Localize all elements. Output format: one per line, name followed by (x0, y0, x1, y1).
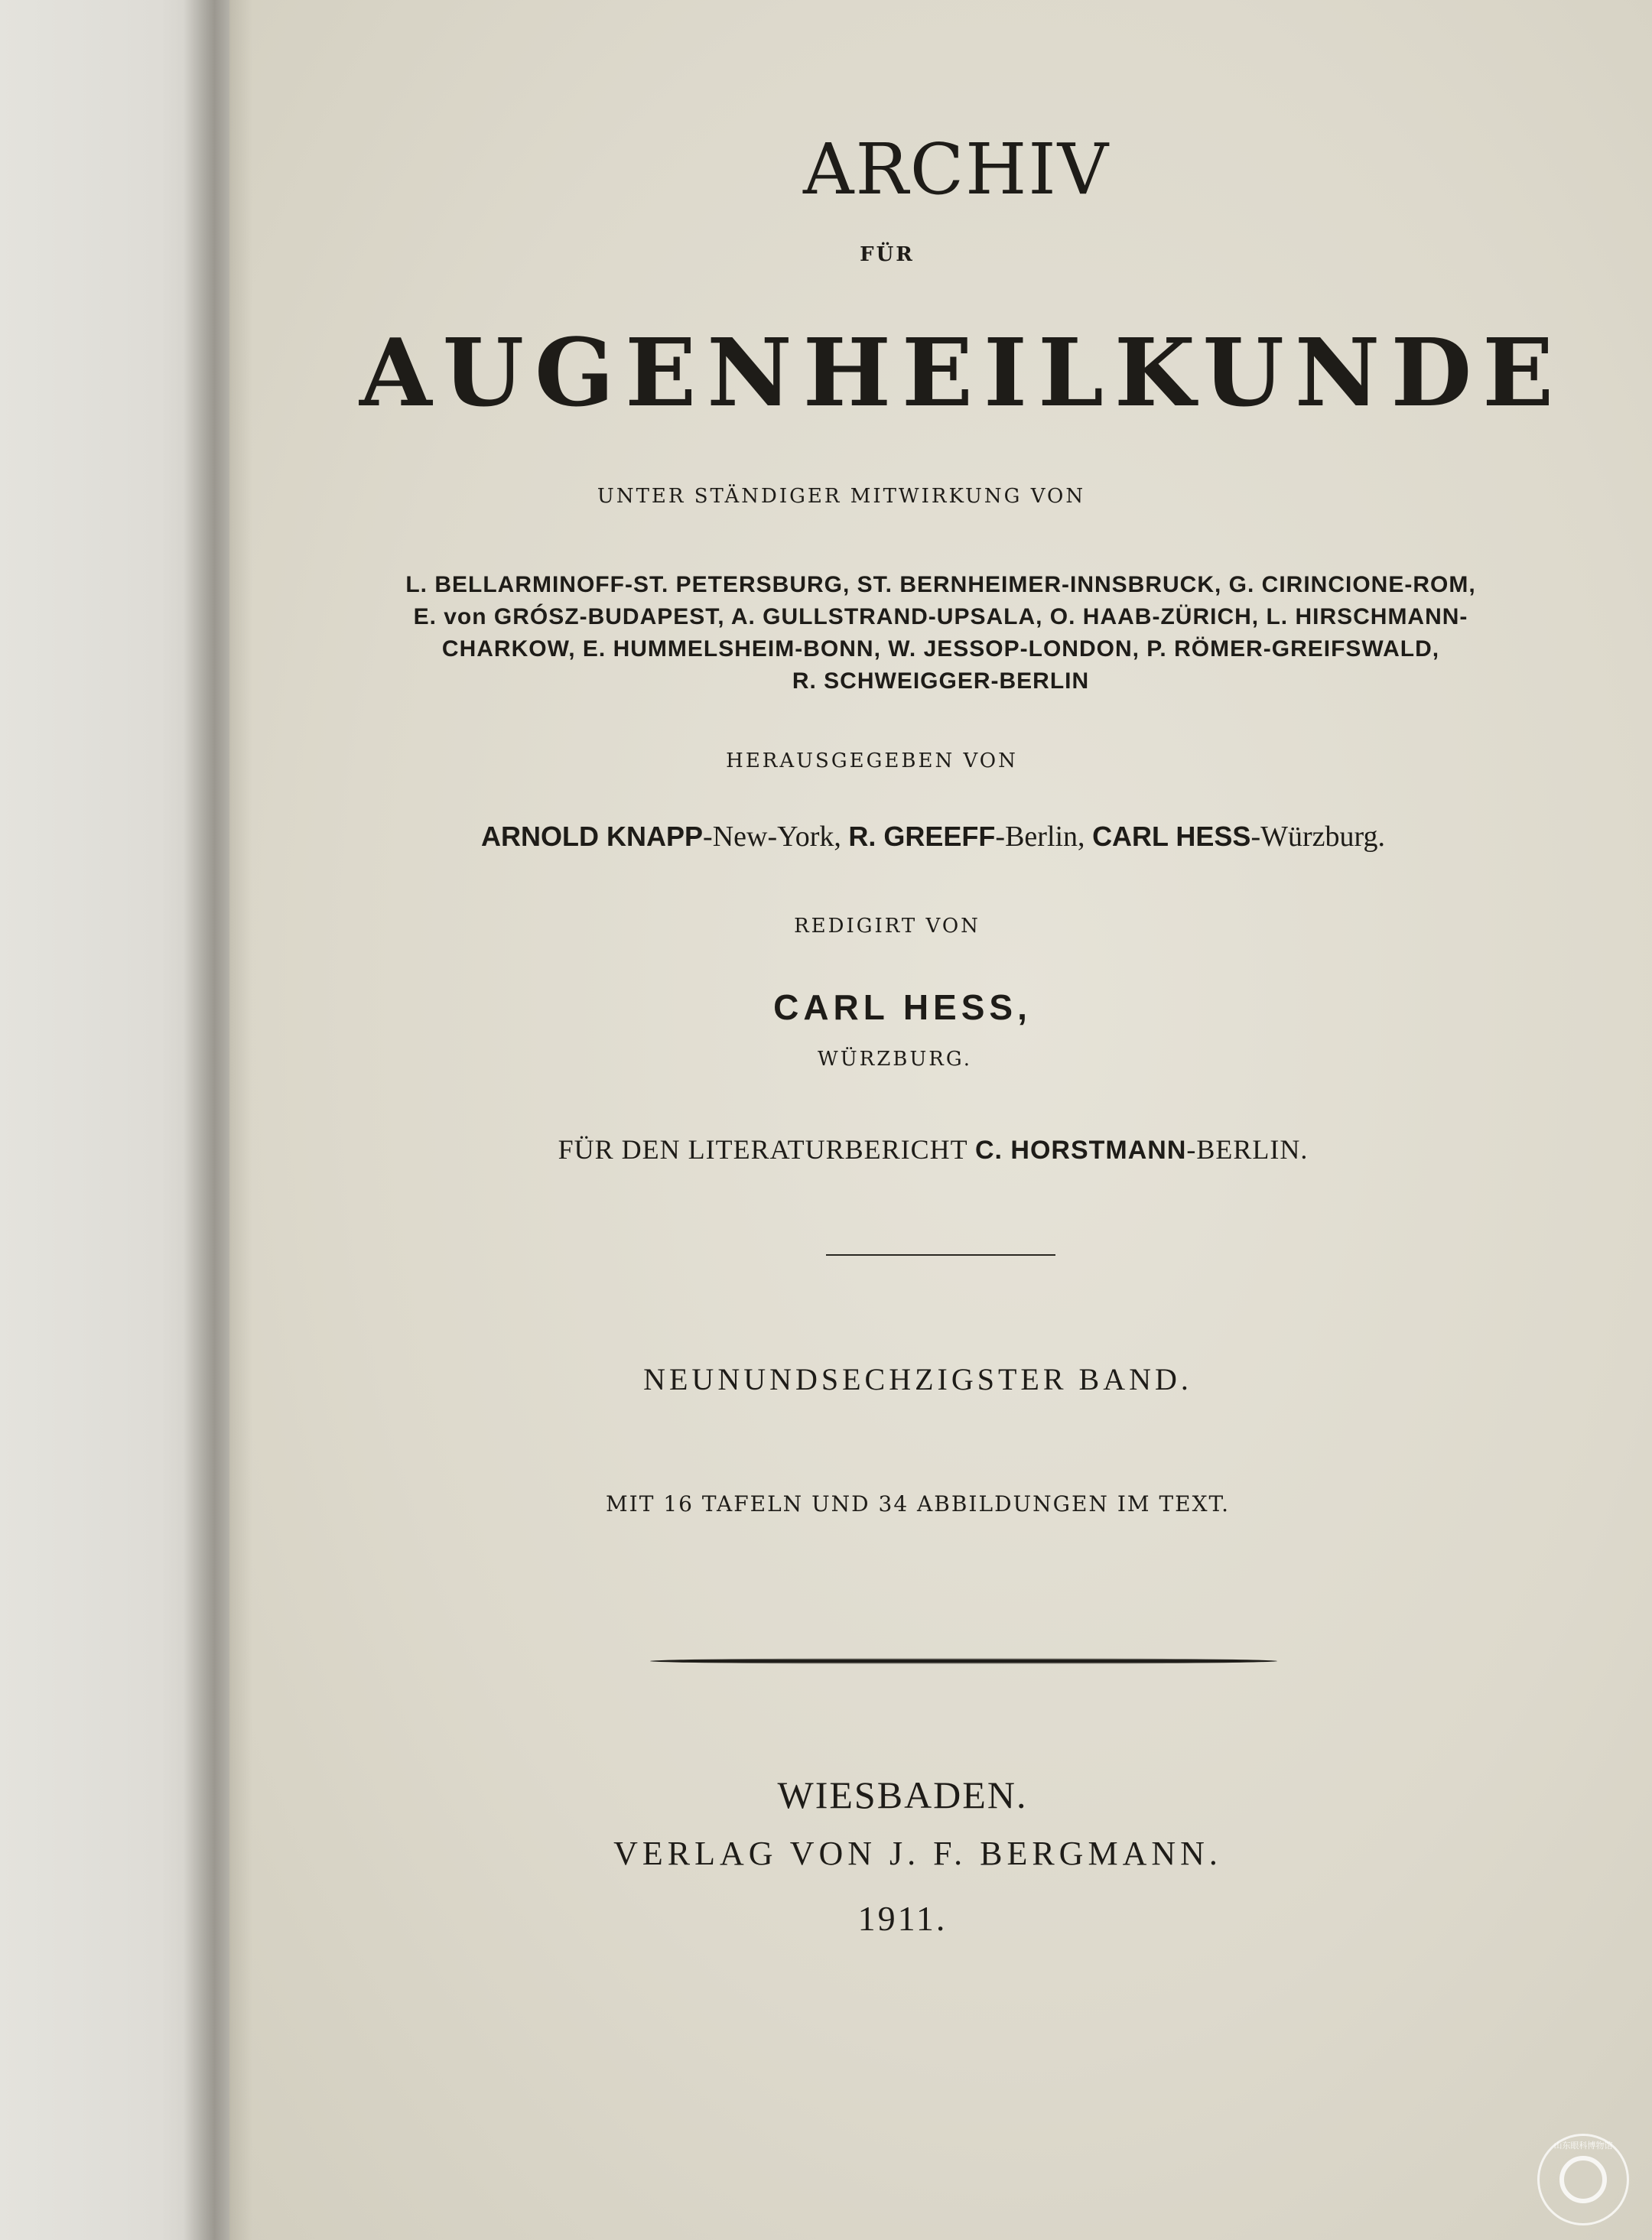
imprint-city: WIESBADEN. (777, 1773, 1028, 1816)
journal-title-fur: FÜR (860, 243, 915, 266)
contributors-line-4: R. SCHWEIGGER-BERLIN (792, 668, 1090, 694)
editor-name-knapp: ARNOLD KNAPP (481, 821, 704, 852)
literature-report-name: C. HORSTMANN (974, 1136, 1187, 1165)
editor-name-greeff: R. GREEFF (848, 821, 996, 852)
literature-report-prefix: FÜR DEN LITERATURBERICHT (558, 1134, 975, 1165)
collaboration-heading: UNTER STÄNDIGER MITWIRKUNG VON (597, 485, 1086, 508)
imprint-publisher: VERLAG VON J. F. BERGMANN. (613, 1835, 1222, 1872)
redactor-name: CARL HESS, (773, 987, 1032, 1027)
editors-heading: HERAUSGEGEBEN VON (726, 749, 1018, 772)
short-divider-rule (826, 1254, 1055, 1256)
plates-figures-note: MIT 16 TAFELN UND 34 ABBILDUNGEN IM TEXT. (606, 1491, 1230, 1517)
editor-name-hess: CARL HESS (1092, 821, 1251, 852)
contributors-line-3: CHARKOW, E. HUMMELSHEIM-BONN, W. JESSOP-LONDON, P. RÖMER-GREIFSWALD, (441, 636, 1440, 662)
journal-title-augenheilkunde: AUGENHEILKUNDE (359, 317, 1565, 428)
editor-place-hess: -Würzburg. (1250, 821, 1385, 853)
museum-watermark-seal (1537, 2134, 1629, 2225)
book-gutter (184, 0, 252, 2240)
contributors-line-2: E. von GRÓSZ-BUDAPEST, A. GULLSTRAND-UPSALA, O. HAAB-ZÜRICH, L. HIRSCHMANN- (413, 604, 1468, 629)
journal-title-archiv: ARCHIV (803, 128, 1111, 210)
editors-line (413, 820, 1453, 853)
imprint-year: 1911. (857, 1899, 948, 1938)
volume-number: NEUNUNDSECHZIGSTER BAND. (643, 1362, 1192, 1396)
literature-report-place: -BERLIN. (1186, 1134, 1309, 1165)
watermark-text: 山东眼科博物馆 (1553, 2141, 1613, 2151)
eye-logo-icon (1559, 2156, 1607, 2203)
thick-divider-rule (650, 1658, 1277, 1664)
contributors-line-1: L. BELLARMINOFF-ST. PETERSBURG, ST. BERNHEIMER-INNSBRUCK, G. CIRINCIONE-ROM, (405, 572, 1476, 597)
redactor-place: WÜRZBURG. (818, 1048, 972, 1071)
literature-report-line (459, 1133, 1407, 1166)
editor-place-greeff: -Berlin, (995, 821, 1093, 853)
redactor-heading: REDIGIRT VON (794, 915, 980, 938)
editor-place-knapp: -New-York, (703, 821, 849, 853)
